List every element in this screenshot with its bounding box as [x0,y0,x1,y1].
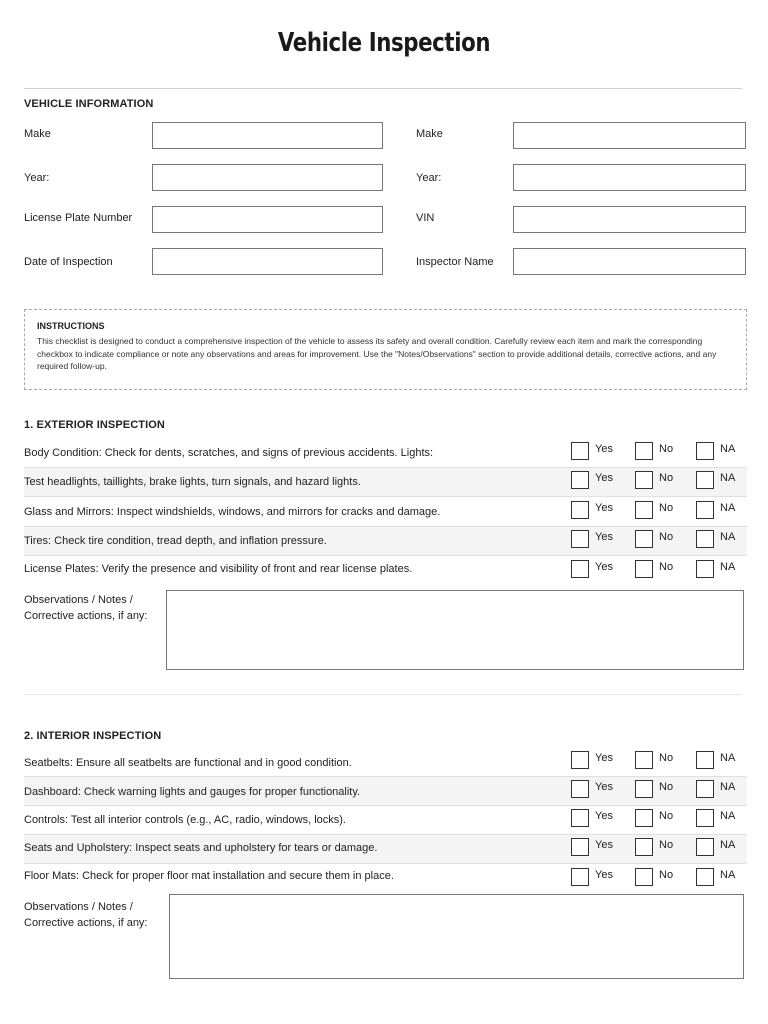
checklist-item-text: Controls: Test all interior controls (e.g., AC, radio, windows, locks). [24,814,346,826]
make-input-right[interactable] [513,122,746,149]
checklist-item-text: Test headlights, taillights, brake lights, turn signals, and hazard lights. [24,476,361,488]
yes-label: Yes [595,531,613,543]
checkbox-square-icon[interactable] [696,442,714,460]
checkbox-square-icon[interactable] [696,530,714,548]
checklist-row [24,498,747,527]
exterior-heading: 1. EXTERIOR INSPECTION [24,419,165,431]
no-label: No [659,502,674,514]
date-of-inspection-input[interactable] [152,248,383,275]
yes-label: Yes [595,472,613,484]
checklist-item-text: Dashboard: Check warning lights and gauges for proper functionality. [24,786,361,798]
yes-label: Yes [595,443,613,455]
no-label: No [659,472,674,484]
checklist-item-text: Body Condition: Check for dents, scratches, and signs of previous accidents. Lights: [24,447,434,459]
yes-label: Yes [595,839,613,851]
checkbox-square-icon[interactable] [571,809,589,827]
na-label: NA [720,472,736,484]
na-label: NA [720,869,736,881]
no-label: No [659,781,674,793]
checklist-row [24,468,747,497]
yes-label: Yes [595,502,613,514]
na-label: NA [720,839,736,851]
inspector-name-input[interactable] [513,248,746,275]
checkbox-square-icon[interactable] [635,751,653,769]
interior-notes-textarea[interactable] [169,894,744,979]
checkbox-square-icon[interactable] [635,501,653,519]
checkbox-square-icon[interactable] [635,560,653,578]
checkbox-square-icon[interactable] [571,838,589,856]
vin-label: VIN [416,212,435,224]
vin-input[interactable] [513,206,746,233]
checkbox-square-icon[interactable] [696,780,714,798]
make-label: Make [24,128,51,140]
yes-label: Yes [595,781,613,793]
checkbox-square-icon[interactable] [571,471,589,489]
yes-label: Yes [595,810,613,822]
checklist-row [24,527,747,556]
make-input[interactable] [152,122,383,149]
section-divider [24,694,742,695]
checklist-row [24,557,747,586]
checkbox-square-icon[interactable] [571,560,589,578]
notes-label-line: Corrective actions, if any: [24,917,148,929]
vehicle-info-heading: VEHICLE INFORMATION [24,98,154,110]
na-label: NA [720,752,736,764]
no-label: No [659,531,674,543]
checklist-row [24,748,747,777]
checklist-item-text: Floor Mats: Check for proper floor mat installation and secure them in place. [24,870,394,882]
checkbox-square-icon[interactable] [635,838,653,856]
year-label-right: Year: [416,172,442,184]
checkbox-square-icon[interactable] [635,442,653,460]
no-label: No [659,869,674,881]
yes-label: Yes [595,752,613,764]
notes-label-line: Observations / Notes / [24,901,133,913]
checkbox-square-icon[interactable] [571,780,589,798]
checkbox-square-icon[interactable] [571,442,589,460]
na-label: NA [720,781,736,793]
checklist-item-text: Glass and Mirrors: Inspect windshields, windows, and mirrors for cracks and damage. [24,506,441,518]
no-label: No [659,561,674,573]
na-label: NA [720,561,736,573]
checkbox-square-icon[interactable] [571,868,589,886]
checkbox-square-icon[interactable] [635,780,653,798]
checkbox-square-icon[interactable] [635,868,653,886]
inspector-name-label: Inspector Name [416,256,494,268]
checkbox-square-icon[interactable] [635,530,653,548]
checkbox-square-icon[interactable] [696,560,714,578]
no-label: No [659,810,674,822]
checklist-item-text: Seatbelts: Ensure all seatbelts are functional and in good condition. [24,757,352,769]
exterior-notes-textarea[interactable] [166,590,744,670]
year-input[interactable] [152,164,383,191]
interior-notes-label [24,899,148,931]
make-label-right: Make [416,128,443,140]
license-plate-label: License Plate Number [24,212,133,224]
na-label: NA [720,443,736,455]
no-label: No [659,752,674,764]
checkbox-square-icon[interactable] [635,471,653,489]
checklist-row [24,439,747,468]
checklist-item-text: Seats and Upholstery: Inspect seats and upholstery for tears or damage. [24,842,378,854]
checkbox-square-icon[interactable] [696,751,714,769]
checkbox-square-icon[interactable] [696,838,714,856]
checkbox-square-icon[interactable] [696,809,714,827]
checkbox-square-icon[interactable] [571,751,589,769]
checkbox-square-icon[interactable] [696,868,714,886]
checklist-row [24,806,747,835]
na-label: NA [720,531,736,543]
notes-label-line: Observations / Notes / [24,594,133,606]
license-plate-input[interactable] [152,206,383,233]
title-divider [24,88,742,89]
checkbox-square-icon[interactable] [696,501,714,519]
page-title: Vehicle Inspection [277,28,491,58]
instructions-title: INSTRUCTIONS [37,321,105,331]
instructions-box [24,309,747,390]
interior-heading: 2. INTERIOR INSPECTION [24,730,162,742]
checkbox-square-icon[interactable] [635,809,653,827]
no-label: No [659,839,674,851]
date-of-inspection-label: Date of Inspection [24,256,113,268]
checklist-row [24,865,747,894]
checklist-item-text: License Plates: Verify the presence and visibility of front and rear license plates. [24,563,413,575]
instructions-text: This checklist is designed to conduct a comprehensive inspection of the vehicle to assess its safety and overall condition. Carefully review each item and mark the corresponding checkbox to indicate compliance or note any observations and areas for improvement. Use the "Notes/Observations" section to provide additional details, corrective actions, and any required follow-up. [37,336,717,371]
checkbox-square-icon[interactable] [696,471,714,489]
no-label: No [659,443,674,455]
year-input-right[interactable] [513,164,746,191]
checklist-row [24,777,747,806]
checklist-row [24,835,747,864]
yes-label: Yes [595,869,613,881]
notes-label-line: Corrective actions, if any: [24,610,148,622]
checkbox-square-icon[interactable] [571,530,589,548]
checklist-item-text: Tires: Check tire condition, tread depth, and inflation pressure. [24,535,327,547]
year-label: Year: [24,172,50,184]
checkbox-square-icon[interactable] [571,501,589,519]
exterior-notes-label [24,592,148,624]
yes-label: Yes [595,561,613,573]
na-label: NA [720,810,736,822]
na-label: NA [720,502,736,514]
